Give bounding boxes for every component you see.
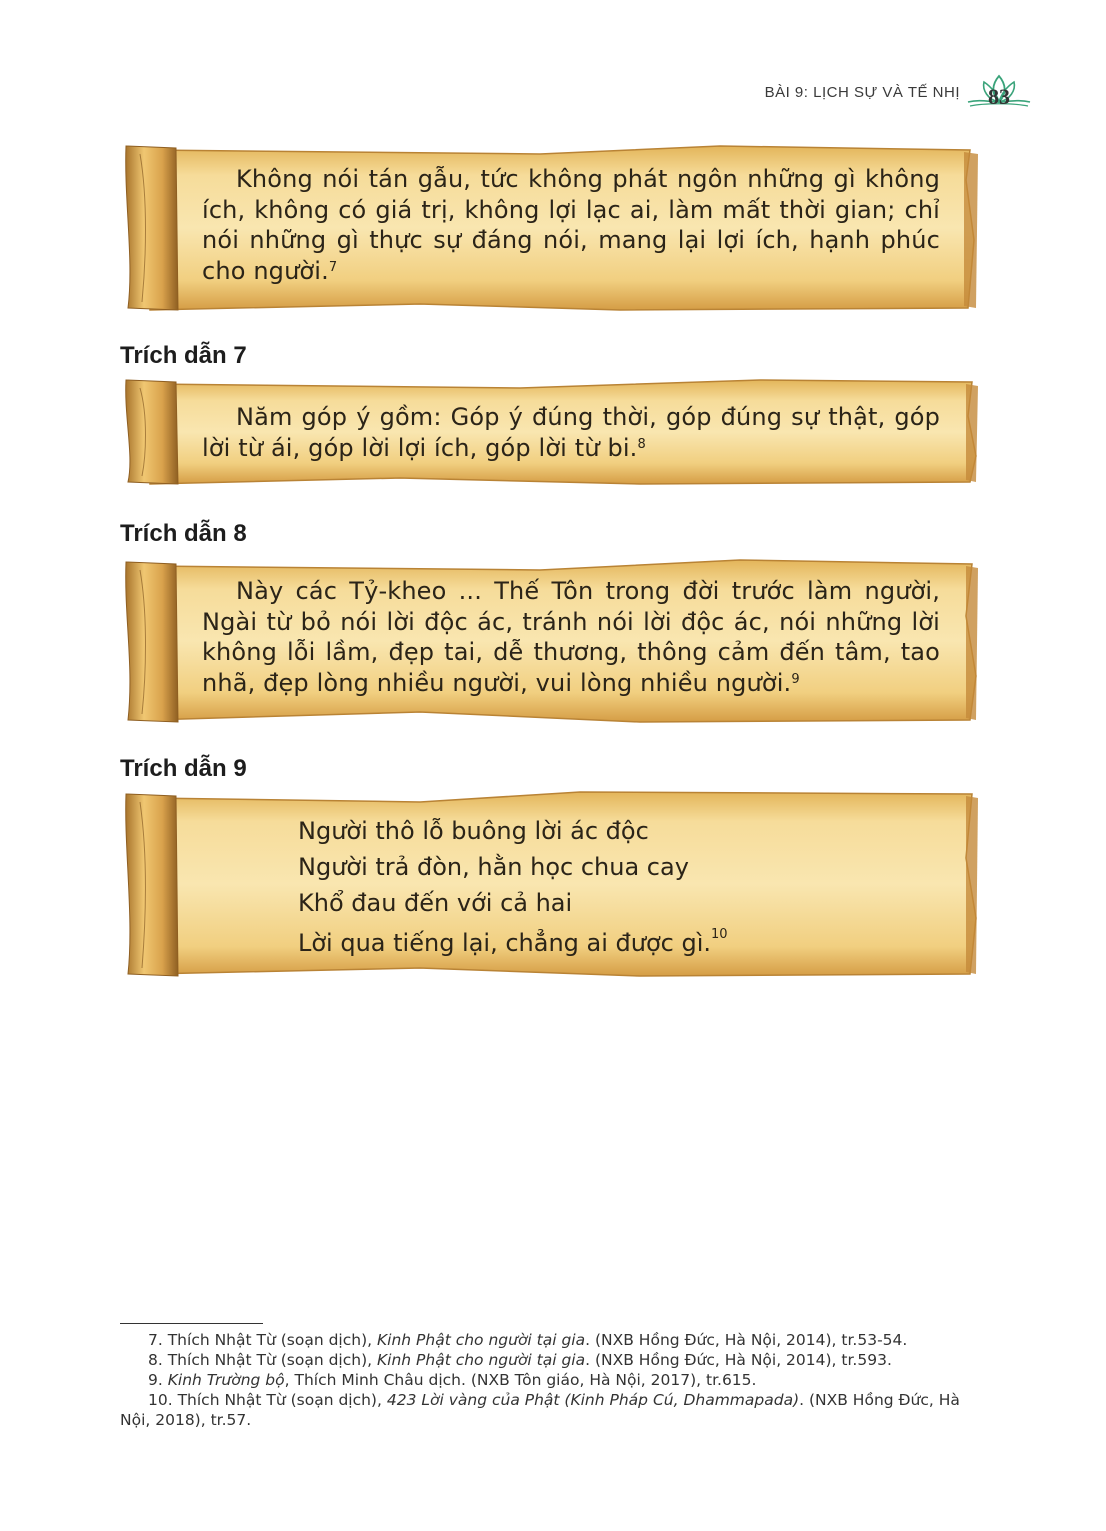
page-number: 83 — [988, 84, 1010, 109]
quote-text — [202, 164, 940, 286]
poem-line: Khổ đau đến với cả hai — [298, 889, 573, 917]
quote-scroll-7 — [120, 376, 980, 488]
quote-7-heading: Trích dẫn 7 — [120, 342, 247, 369]
chapter-title: BÀI 9: LỊCH SỰ VÀ TẾ NHỊ — [764, 83, 960, 101]
quote-scroll-8 — [120, 556, 980, 726]
footnote-10: 10. Thích Nhật Từ (soạn dịch), 423 Lời vàng của Phật (Kinh Pháp Cú, Dhammapada). (NXB Hồng Đức, Hà Nội, 2018), tr.57. — [120, 1391, 960, 1429]
footnote-title: Kinh Phật cho người tại gia — [376, 1331, 586, 1349]
footnote-ref-9: 9 — [791, 671, 800, 687]
footnotes — [120, 1330, 988, 1430]
quote-9-heading: Trích dẫn 9 — [120, 755, 247, 782]
footnote-divider — [120, 1323, 263, 1324]
poem-line-text: Lời qua tiếng lại, chẳng ai được gì. — [298, 929, 712, 957]
quote-6-text: Không nói tán gẫu, tức không phát ngôn những gì không ích, không có giá trị, không lợi lạc ai, làm mất thời gian; chỉ nói những gì thực sự đáng nói, mang lại lợi ích, hạnh phúc cho người. — [202, 165, 940, 285]
quote-8-heading: Trích dẫn 8 — [120, 520, 247, 547]
footnote-ref-10: 10 — [711, 927, 728, 942]
footnote-ref-7: 7 — [328, 259, 338, 275]
footnote-7: 7. Thích Nhật Từ (soạn dịch), Kinh Phật cho người tại gia. (NXB Hồng Đức, Hà Nội, 2014), tr.53-54. — [148, 1331, 908, 1349]
running-header — [765, 72, 1032, 112]
quote-8-text: Này các Tỷ-kheo ... Thế Tôn trong đời trước làm người, Ngài từ bỏ nói lời độc ác, tránh nói lời độc ác, nói những lời không lỗi lầm, đẹp tai, dễ thương, thông cảm đến tâm, tao nhã, đẹp lòng nhiều người, vui lòng nhiều người. — [202, 577, 940, 697]
footnote-title: Kinh Trường bộ — [167, 1371, 285, 1389]
quote-scroll-9 — [120, 788, 980, 980]
poem-line-last — [298, 921, 728, 961]
footnote-8: 8. Thích Nhật Từ (soạn dịch), Kinh Phật cho người tại gia. (NXB Hồng Đức, Hà Nội, 2014), tr.593. — [148, 1351, 892, 1369]
quote-7-text: Năm góp ý gồm: Góp ý đúng thời, góp đúng sự thật, góp lời từ ái, góp lời lợi ích, góp lời từ bi. — [202, 403, 940, 462]
quote-text — [202, 576, 940, 698]
footnote-ref-8: 8 — [637, 436, 646, 452]
footnote-title: Kinh Phật cho người tại gia — [376, 1351, 586, 1369]
poem-text — [298, 813, 728, 961]
poem-line: Người thô lỗ buông lời ác độc — [298, 817, 649, 845]
quote-scroll-6 — [120, 140, 980, 316]
footnote-title: 423 Lời vàng của Phật (Kinh Pháp Cú, Dhammapada) — [386, 1391, 800, 1409]
poem-line: Người trả đòn, hằn học chua cay — [298, 853, 689, 881]
lotus-page-badge — [966, 72, 1032, 112]
footnote-9: 9. Kinh Trường bộ, Thích Minh Châu dịch. (NXB Tôn giáo, Hà Nội, 2017), tr.615. — [148, 1371, 757, 1389]
quote-text — [202, 402, 940, 463]
